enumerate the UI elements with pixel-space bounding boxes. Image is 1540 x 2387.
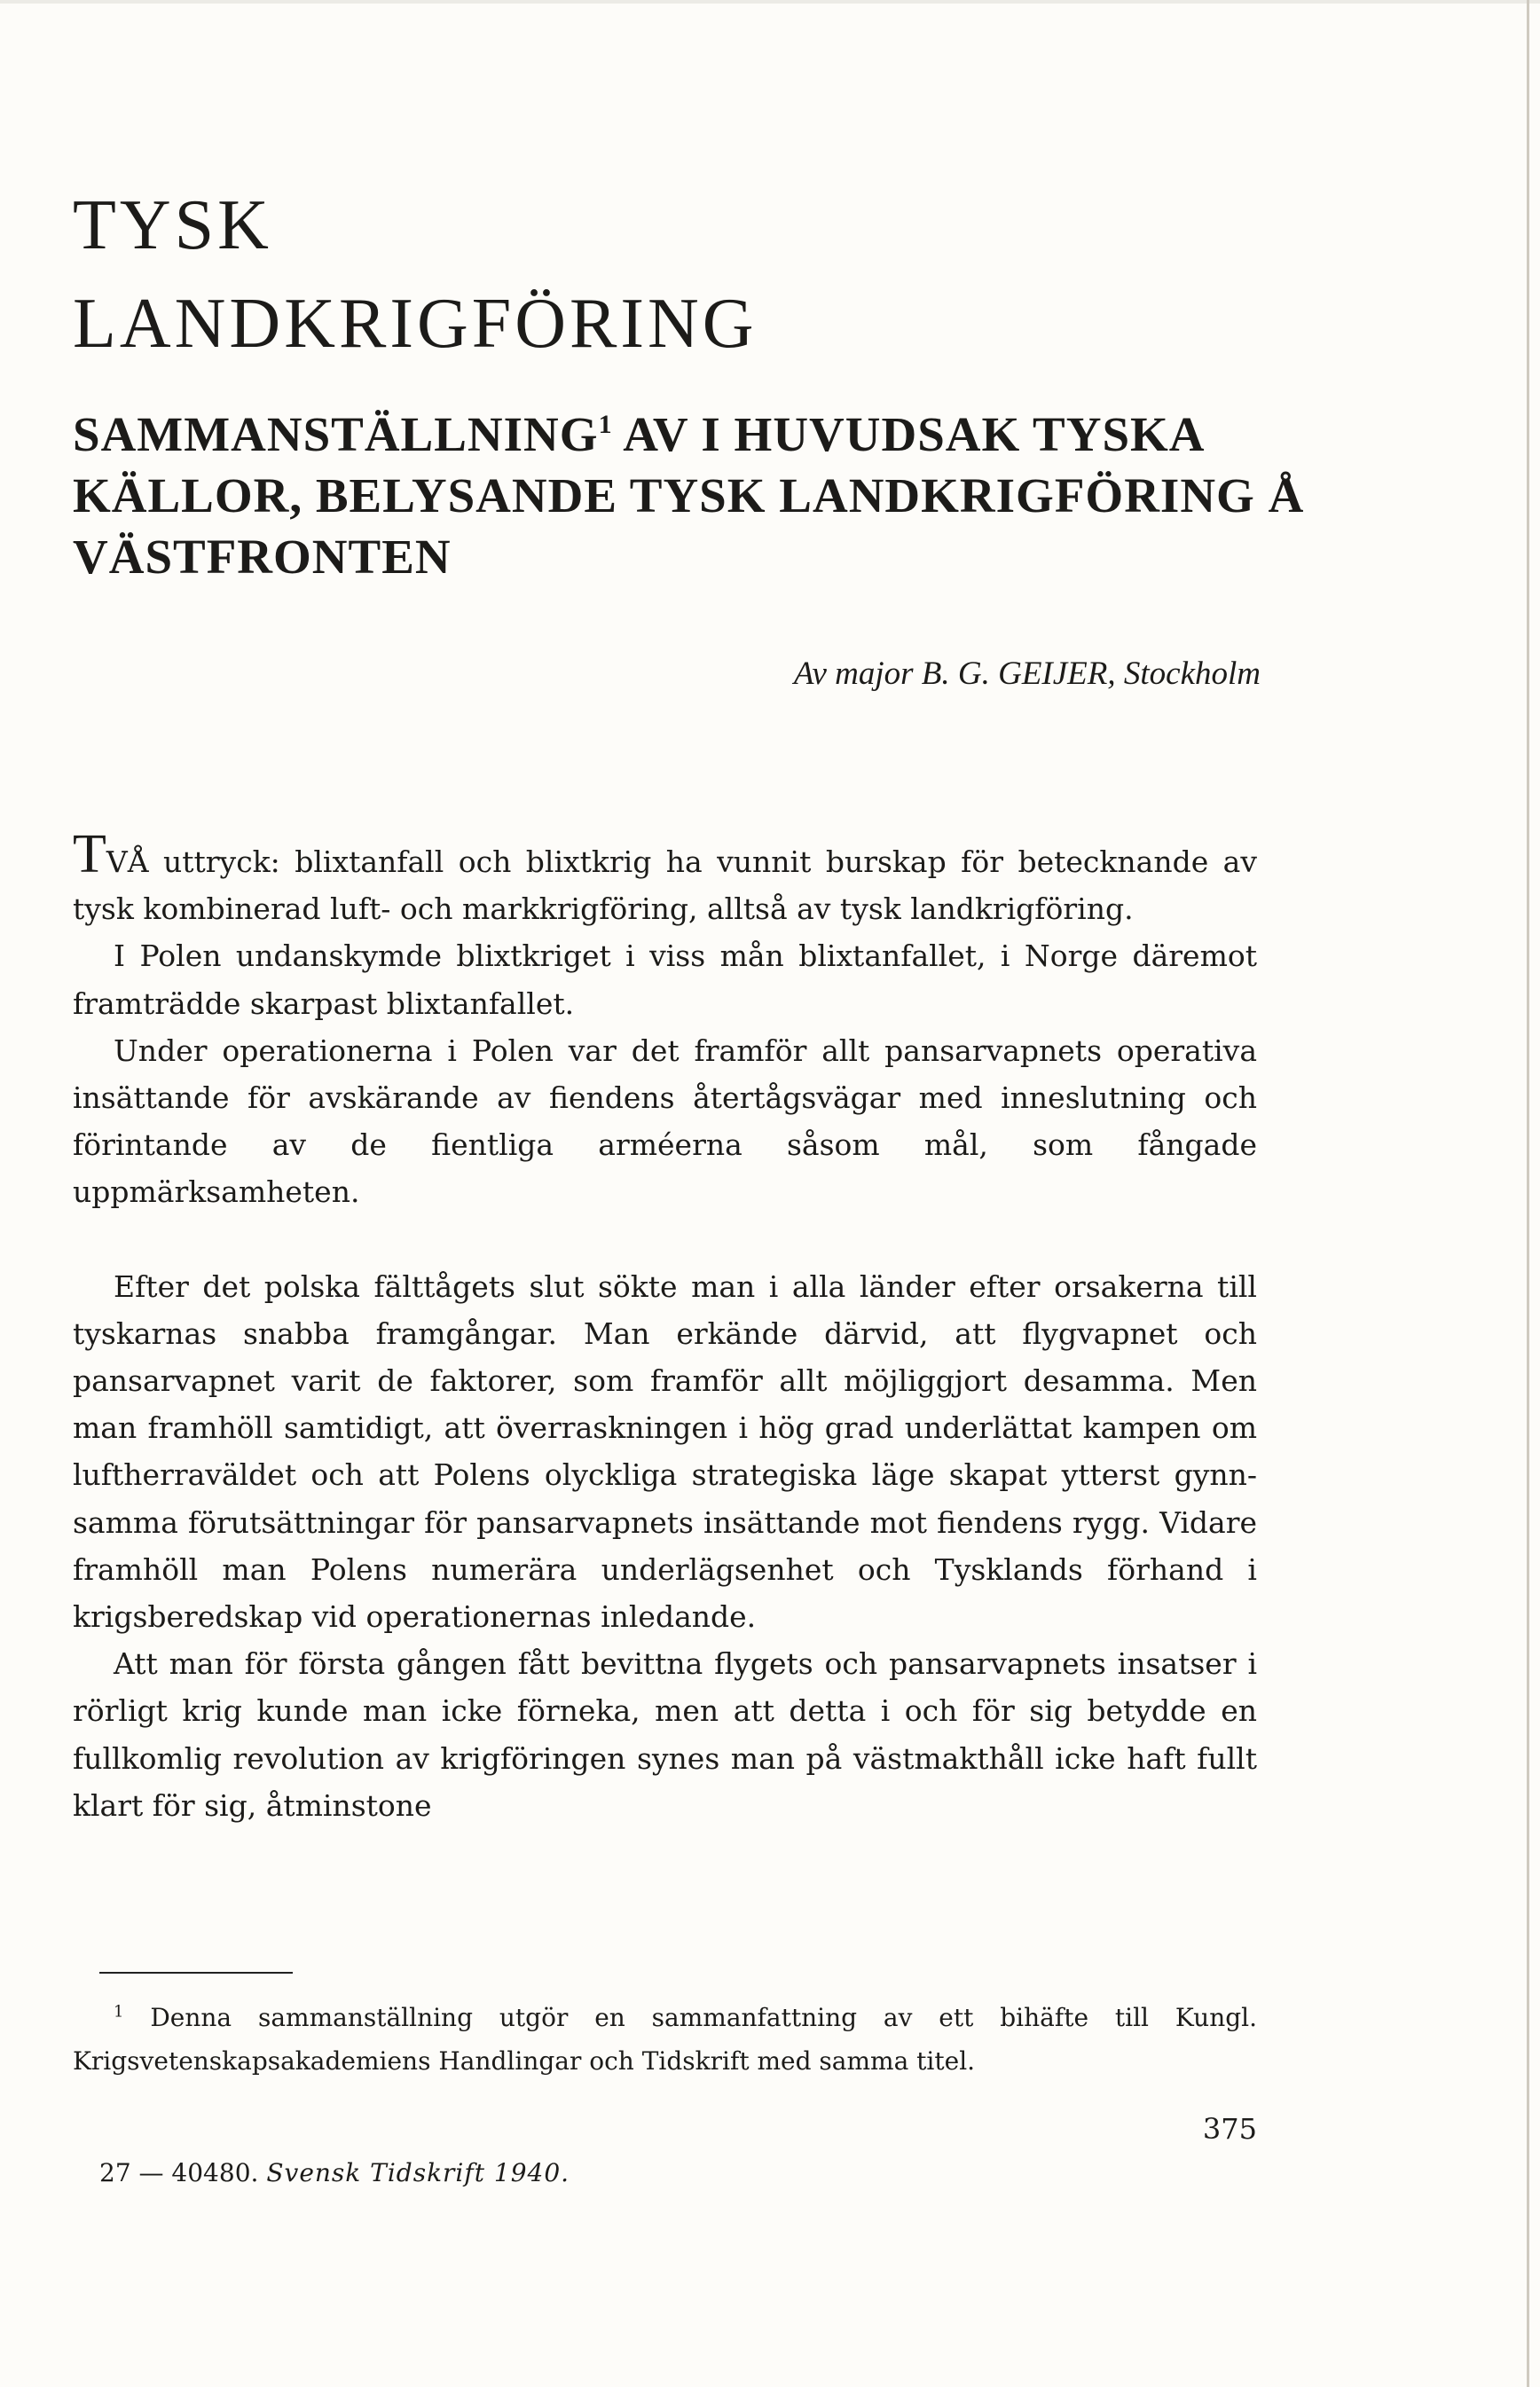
paragraph-1-caps: VÅ (106, 844, 149, 879)
article-body (73, 824, 1257, 1829)
printer-code: 27 — 40480. (99, 2158, 259, 2187)
footnote-mark: 1 (114, 2002, 124, 2022)
page-number: 375 (1202, 2112, 1257, 2146)
footnote-rule (99, 1972, 293, 1974)
subtitle-footnote-mark[interactable]: 1 (598, 410, 613, 439)
printer-line (99, 2158, 570, 2187)
paragraph-5: Att man för första gången fått bevittna flygets och pansarvapnets insatser i rörligt krig kunde man icke förneka, men att detta i och för sig betydde en fullkomlig revolution av krigföringen synes man på västmakthåll icke haft fullt klart för sig, åtminstone (73, 1646, 1257, 1823)
paragraph-1-text: uttryck: blixtanfall och blixtkrig ha vunnit burskap för betecknande av tysk kombinerad luft- och markkrigföring, alltså av tysk landkrigföring. (73, 844, 1257, 927)
subtitle-text-end: AV I HUVUDSAK TYSKA KÄLLOR, BELYSANDE TYSK LANDKRIGFÖRING Å VÄSTFRONTEN (73, 407, 1305, 584)
paragraph-1 (73, 824, 1257, 932)
paragraph-2: I Polen undanskymde blixtkriget i viss mån blixtanfallet, i Norge däremot framträdde skarpast blixtanfallet. (73, 938, 1257, 1021)
title-line-2: LANDKRIGFÖRING (73, 285, 758, 363)
byline: Av major B. G. GEIJER, Stockholm (793, 656, 1261, 692)
title-line-1: TYSK (73, 186, 272, 264)
drop-cap: T (73, 824, 106, 884)
footnote (73, 1996, 1257, 2083)
subtitle (73, 404, 1315, 587)
footnote-text: Denna sammanställning utgör en sammanfattning av ett bihäfte till Kungl. Krigsvetenskapsakademiens Handlingar och Tidskrift med samma titel. (73, 2003, 1257, 2076)
journal-name: Svensk Tidskrift 1940. (266, 2158, 570, 2187)
paragraph-3: Under operationerna i Polen var det framför allt pansarvapnets operativa insättande för avskärande av fiendens återtågsvägar med inneslutning och förintande av de fientliga arméerna såsom mål, som fångade uppmärksamheten. (73, 1033, 1257, 1210)
page-right-edge (1527, 0, 1529, 2387)
paragraph-4: Efter det polska fälttågets slut sökte man i alla länder efter orsakerna till tyskarnas snabba framgångar. Man erkände därvid, att flygvapnet och pansarvapnet varit de faktorer, som framför allt möjliggjort desamma. Men man framhöll samtidigt, att överraskningen i hög grad underlättat kampen om luftherraväldet och att Polens olyckliga strategiska läge skapat ytterst gynnsamma förutsättningar för pansarvapnets insättande mot fiendens rygg. Vidare framhöll man Polens numerära underlägsenhet och Tysklands förhand i krigsberedskap vid operationernas inledande. (73, 1268, 1257, 1635)
subtitle-text-start: SAMMANSTÄLLNING (73, 407, 599, 461)
page-top-edge (0, 0, 1540, 4)
